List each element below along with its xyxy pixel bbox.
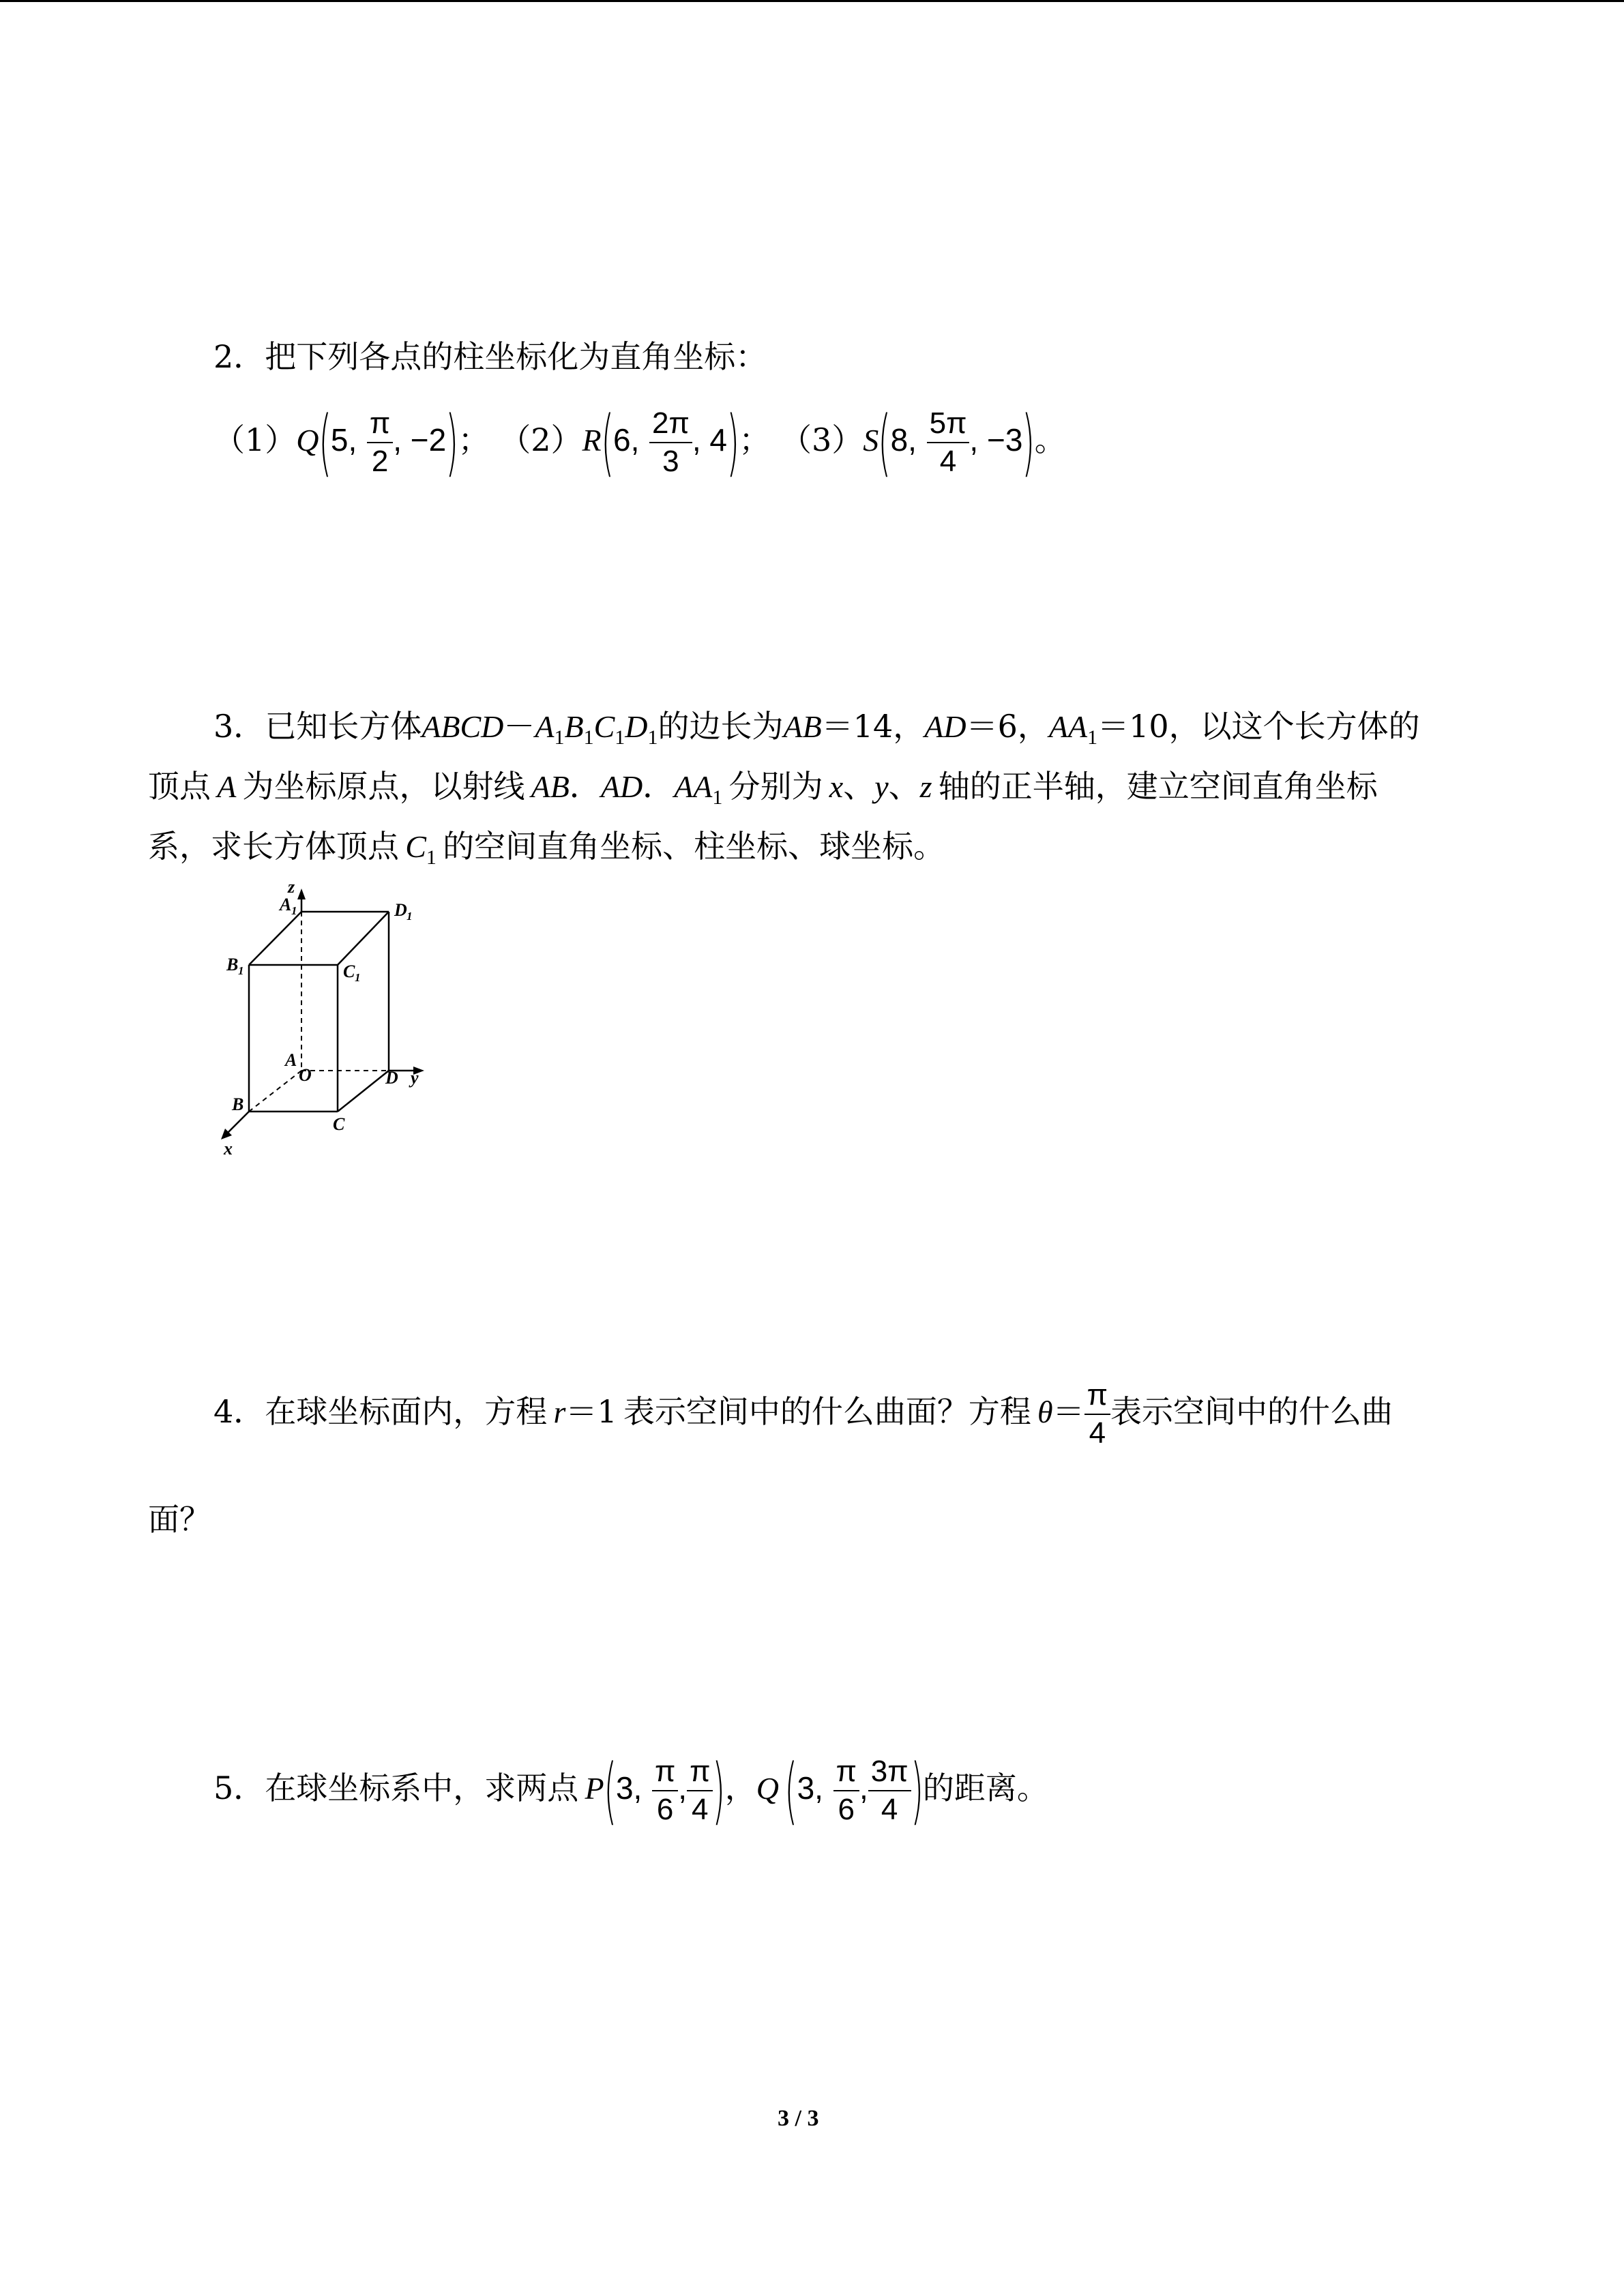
q5-text: 的距离。 [922, 1770, 1048, 1806]
label-d1: D [394, 900, 407, 920]
q2-item-1-label: （1） [213, 421, 297, 458]
q3-dot: ． [569, 768, 601, 805]
q3-dot: ． [643, 768, 675, 805]
frac-den: 4 [881, 1793, 898, 1826]
frac-num: π [652, 1753, 678, 1791]
q4-r: r [553, 1395, 566, 1429]
q3-c1: C [405, 829, 426, 864]
subscript: 1 [554, 726, 565, 749]
left-paren: ( [318, 400, 331, 484]
q5-line [213, 1740, 1048, 1836]
edge-a1b1 [249, 912, 301, 965]
label-b1-sub: 1 [238, 964, 244, 977]
q5-p-frac-2 [687, 1753, 713, 1828]
q4-line-2 [148, 1501, 211, 1538]
q3-line-2 [148, 768, 1378, 814]
q5-q-r: 3, [797, 1770, 823, 1806]
q3-text: 的边长为 [658, 708, 784, 745]
subscript: 1 [712, 786, 723, 809]
q5-p: P [585, 1771, 604, 1806]
frac-den: 6 [838, 1793, 855, 1826]
right-paren: ) [712, 1748, 726, 1832]
label-b: B [232, 1094, 244, 1114]
label-d: D [385, 1068, 398, 1088]
x-axis [226, 1112, 249, 1134]
q4-text: 在球坐标面内，方程 [265, 1393, 548, 1430]
q3-aa1: AA [674, 769, 713, 804]
frac-num: π [833, 1753, 859, 1791]
q2-item-2-a: 6, [612, 422, 640, 458]
left-paren: ( [784, 1748, 798, 1832]
q2-item-2-label: （2） [499, 421, 582, 458]
label-c1-sub: 1 [355, 971, 361, 984]
label-z: z [288, 877, 295, 897]
frac-den: 4 [1089, 1416, 1106, 1450]
q2-item-3-a: 8, [890, 422, 917, 458]
q3-eq10: ＝10， [1097, 708, 1200, 745]
label-a1-sub: 1 [291, 904, 297, 917]
q2-item-1 [213, 400, 499, 484]
right-paren: ) [910, 1748, 924, 1832]
q3-ab: AB [783, 709, 822, 744]
q3-text: 已知长方体 [265, 708, 422, 745]
q2-item-3-end: 。 [1034, 421, 1066, 458]
q4-eq: ＝ [1052, 1393, 1084, 1430]
q3-a: A [217, 769, 237, 804]
label-y: y [411, 1068, 419, 1088]
q3-text: 顶点 [148, 768, 211, 805]
page-number: 3 / 3 [778, 2106, 819, 2131]
q5-comma: , [678, 1770, 688, 1806]
right-paren: ) [445, 400, 459, 484]
q5-comma: , [859, 1770, 868, 1806]
q2-item-2-c: , 4 [692, 422, 727, 458]
q4-text: 面？ [148, 1501, 211, 1538]
frac-num: π [1084, 1377, 1110, 1415]
q3-y: y [874, 769, 889, 804]
q3-d1: D [625, 709, 648, 744]
frac-num: π [367, 405, 393, 443]
subscript: 1 [615, 726, 625, 749]
cuboid-figure [211, 876, 443, 1163]
q2-item-2-frac [649, 405, 692, 480]
frac-num: 5π [927, 405, 970, 443]
q2-item-2-end: ； [739, 421, 771, 458]
q3-eq14: ＝14， [821, 708, 925, 745]
q3-eq6: ＝6， [966, 708, 1049, 745]
q3-sep: 、 [888, 768, 920, 805]
q2-item-1-end: ； [458, 421, 490, 458]
q3-text: 的空间直角坐标、柱坐标、球坐标。 [443, 828, 945, 865]
left-paren: ( [603, 1748, 617, 1832]
label-a: A [285, 1050, 297, 1070]
subscript: 1 [426, 846, 437, 869]
q3-aa1: AA [1048, 709, 1088, 744]
q2-item-3 [780, 400, 1066, 484]
edge-c1d1 [338, 912, 389, 965]
q2-stem [213, 338, 767, 375]
q5-p-frac-1 [652, 1753, 678, 1828]
q3-text: 系，求长方体顶点 [148, 828, 399, 865]
q2-item-3-point: S [863, 423, 879, 458]
q3-box-name: ABCD [422, 709, 504, 744]
label-x: x [224, 1139, 233, 1159]
q5-text: 在球坐标系中，求两点 [265, 1770, 579, 1806]
q3-line-1 [213, 708, 1420, 754]
q3-number: 3． [213, 708, 265, 745]
q5-number: 5． [213, 1770, 265, 1806]
z-arrow-icon [297, 889, 306, 899]
frac-den: 4 [692, 1793, 709, 1826]
right-paren: ) [726, 400, 739, 484]
q4-text: 表示空间中的什么曲面？方程 [623, 1393, 1031, 1430]
frac-den: 4 [939, 445, 957, 478]
edge-cd [338, 1071, 389, 1112]
label-a1: A [280, 895, 292, 914]
q4-theta: θ [1037, 1395, 1053, 1429]
q3-ad: AD [600, 769, 643, 804]
q2-item-1-frac [367, 405, 393, 480]
frac-num: π [687, 1753, 713, 1791]
q3-dash: － [503, 708, 535, 745]
label-c: C [333, 1114, 345, 1134]
q2-item-3-c: , −3 [969, 422, 1023, 458]
q5-sep: ， [724, 1770, 756, 1806]
q5-q-frac-2 [868, 1753, 911, 1828]
label-b1: B [226, 955, 239, 974]
q5-q-frac-1 [833, 1753, 859, 1828]
subscript: 1 [583, 726, 594, 749]
q4-frac [1084, 1377, 1110, 1452]
q2-item-2-point: R [582, 423, 602, 458]
q3-sep: 、 [843, 768, 875, 805]
q3-line-3 [148, 828, 945, 874]
subscript: 1 [647, 726, 658, 749]
left-paren: ( [878, 400, 891, 484]
frac-den: 6 [656, 1793, 674, 1826]
frac-num: 3π [868, 1753, 911, 1791]
q5-q: Q [756, 1771, 780, 1806]
q2-item-2 [499, 400, 780, 484]
q2-number: 2． [213, 338, 265, 375]
q2-item-1-point: Q [296, 423, 319, 458]
label-d1-sub: 1 [407, 910, 413, 923]
q2-item-3-label: （3） [780, 421, 863, 458]
label-o: O [299, 1065, 312, 1085]
q4-eq1: ＝1 [565, 1393, 617, 1430]
q3-text: 分别为 [728, 768, 823, 805]
frac-den: 2 [371, 445, 389, 478]
q3-text: 为坐标原点，以射线 [242, 768, 525, 805]
label-c1: C [343, 961, 355, 981]
left-paren: ( [600, 400, 614, 484]
q4-number: 4． [213, 1393, 265, 1430]
q3-x: x [829, 769, 844, 804]
q2-items [213, 392, 1066, 488]
top-border [0, 0, 1624, 2]
q4-line-1 [213, 1371, 1393, 1453]
q3-text: 以这个长方体的 [1200, 708, 1420, 745]
q3-ad: AD [924, 709, 966, 744]
q3-z: z [919, 769, 932, 804]
frac-den: 3 [662, 445, 679, 478]
q2-item-1-c: , −2 [393, 422, 447, 458]
q2-item-1-a: 5, [330, 422, 357, 458]
q3-ab: AB [531, 769, 570, 804]
q3-text: 轴的正半轴，建立空间直角坐标 [938, 768, 1378, 805]
q2-item-3-frac [927, 405, 970, 480]
frac-num: 2π [649, 405, 692, 443]
edge-ab-hidden [249, 1071, 301, 1112]
q4-text: 表示空间中的什么曲 [1110, 1393, 1393, 1430]
q3-a1: A [535, 709, 555, 744]
q5-p-r: 3, [615, 1770, 643, 1806]
q3-c1: C [593, 709, 615, 744]
q3-b1: B [564, 709, 584, 744]
subscript: 1 [1087, 726, 1098, 749]
q2-text: 把下列各点的柱坐标化为直角坐标： [265, 338, 767, 375]
right-paren: ) [1022, 400, 1035, 484]
